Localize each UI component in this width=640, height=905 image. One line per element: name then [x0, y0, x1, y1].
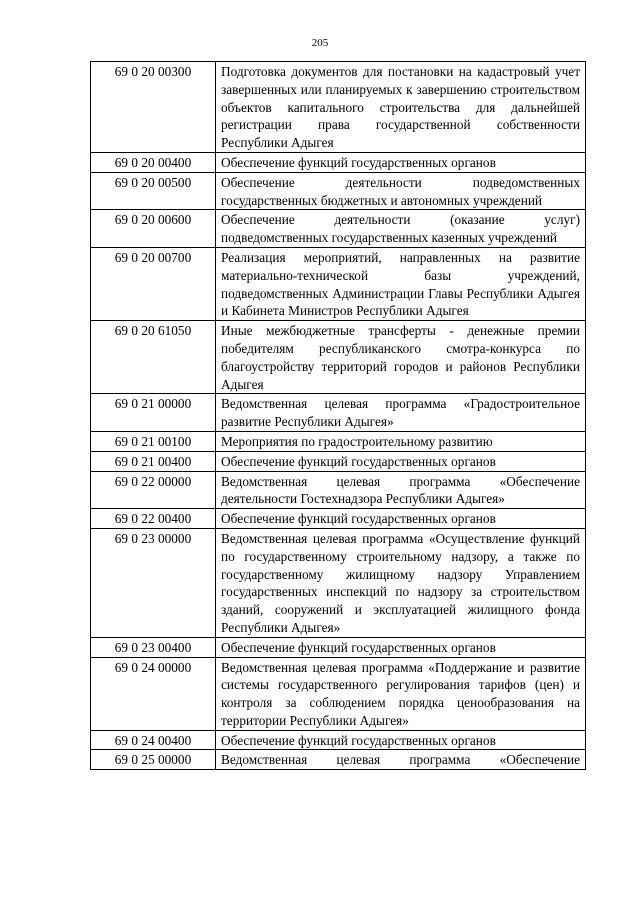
code-cell: 69 0 22 00000 — [91, 471, 216, 509]
description-cell: Обеспечение функций государственных органов — [216, 730, 586, 750]
code-cell: 69 0 24 00000 — [91, 657, 216, 730]
table-row — [91, 471, 586, 509]
code-cell: 69 0 20 00300 — [91, 62, 216, 153]
description-cell: Обеспечение деятельности подведомственных государственных бюджетных и автономных учреждений — [216, 172, 586, 210]
table-row — [91, 750, 586, 770]
description-cell: Ведомственная целевая программа «Градостроительное развитие Республики Адыгея» — [216, 394, 586, 432]
description-cell: Обеспечение деятельности (оказание услуг) подведомственных государственных казенных учреждений — [216, 210, 586, 248]
code-cell: 69 0 20 61050 — [91, 321, 216, 394]
code-cell: 69 0 23 00000 — [91, 528, 216, 637]
description-cell: Мероприятия по градостроительному развитию — [216, 431, 586, 451]
table-row — [91, 528, 586, 637]
table-row — [91, 637, 586, 657]
code-cell: 69 0 20 00700 — [91, 247, 216, 320]
code-cell: 69 0 21 00000 — [91, 394, 216, 432]
code-cell: 69 0 20 00500 — [91, 172, 216, 210]
code-cell: 69 0 20 00600 — [91, 210, 216, 248]
table-row — [91, 394, 586, 432]
description-cell: Обеспечение функций государственных органов — [216, 509, 586, 529]
description-cell: Ведомственная целевая программа «Поддержание и развитие системы государственного регулирования тарифов (цен) и контроля за соблюдением порядка ценообразования на территории Республики Адыгея» — [216, 657, 586, 730]
table-row — [91, 451, 586, 471]
table-row — [91, 62, 586, 153]
code-cell: 69 0 21 00100 — [91, 431, 216, 451]
table-row — [91, 210, 586, 248]
description-cell: Обеспечение функций государственных органов — [216, 152, 586, 172]
table-row — [91, 730, 586, 750]
description-cell: Ведомственная целевая программа «Осуществление функций по государственному строительному надзору, а также по государственному жилищному надзору Управлением государственных инспекций по надзору за строительством зданий, сооружений и эксплуатацией жилищного фонда Республики Адыгея» — [216, 528, 586, 637]
code-cell: 69 0 23 00400 — [91, 637, 216, 657]
description-cell: Обеспечение функций государственных органов — [216, 637, 586, 657]
description-cell: Ведомственная целевая программа «Обеспечение — [216, 750, 586, 770]
code-cell: 69 0 22 00400 — [91, 509, 216, 529]
code-cell: 69 0 24 00400 — [91, 730, 216, 750]
table-row — [91, 431, 586, 451]
code-cell: 69 0 25 00000 — [91, 750, 216, 770]
table-row — [91, 152, 586, 172]
description-cell: Реализация мероприятий, направленных на развитие материально-технической базы учреждений, подведомственных Администрации Главы Республики Адыгея и Кабинета Министров Республики Адыгея — [216, 247, 586, 320]
description-cell: Иные межбюджетные трансферты - денежные премии победителям республиканского смотра-конкурса по благоустройству территорий городов и районов Республики Адыгея — [216, 321, 586, 394]
description-cell: Подготовка документов для постановки на кадастровый учет завершенных или планируемых к завершению строительством объектов капитального строительства для дальнейшей регистрации права государственной собственности Республики Адыгея — [216, 62, 586, 153]
table-row — [91, 657, 586, 730]
table-row — [91, 321, 586, 394]
table-row — [91, 509, 586, 529]
code-cell: 69 0 21 00400 — [91, 451, 216, 471]
description-cell: Ведомственная целевая программа «Обеспечение деятельности Гостехнадзора Республики Адыгея» — [216, 471, 586, 509]
code-cell: 69 0 20 00400 — [91, 152, 216, 172]
budget-codes-table — [90, 61, 586, 770]
page-number: 205 — [311, 37, 329, 49]
table-row — [91, 172, 586, 210]
table-row — [91, 247, 586, 320]
description-cell: Обеспечение функций государственных органов — [216, 451, 586, 471]
